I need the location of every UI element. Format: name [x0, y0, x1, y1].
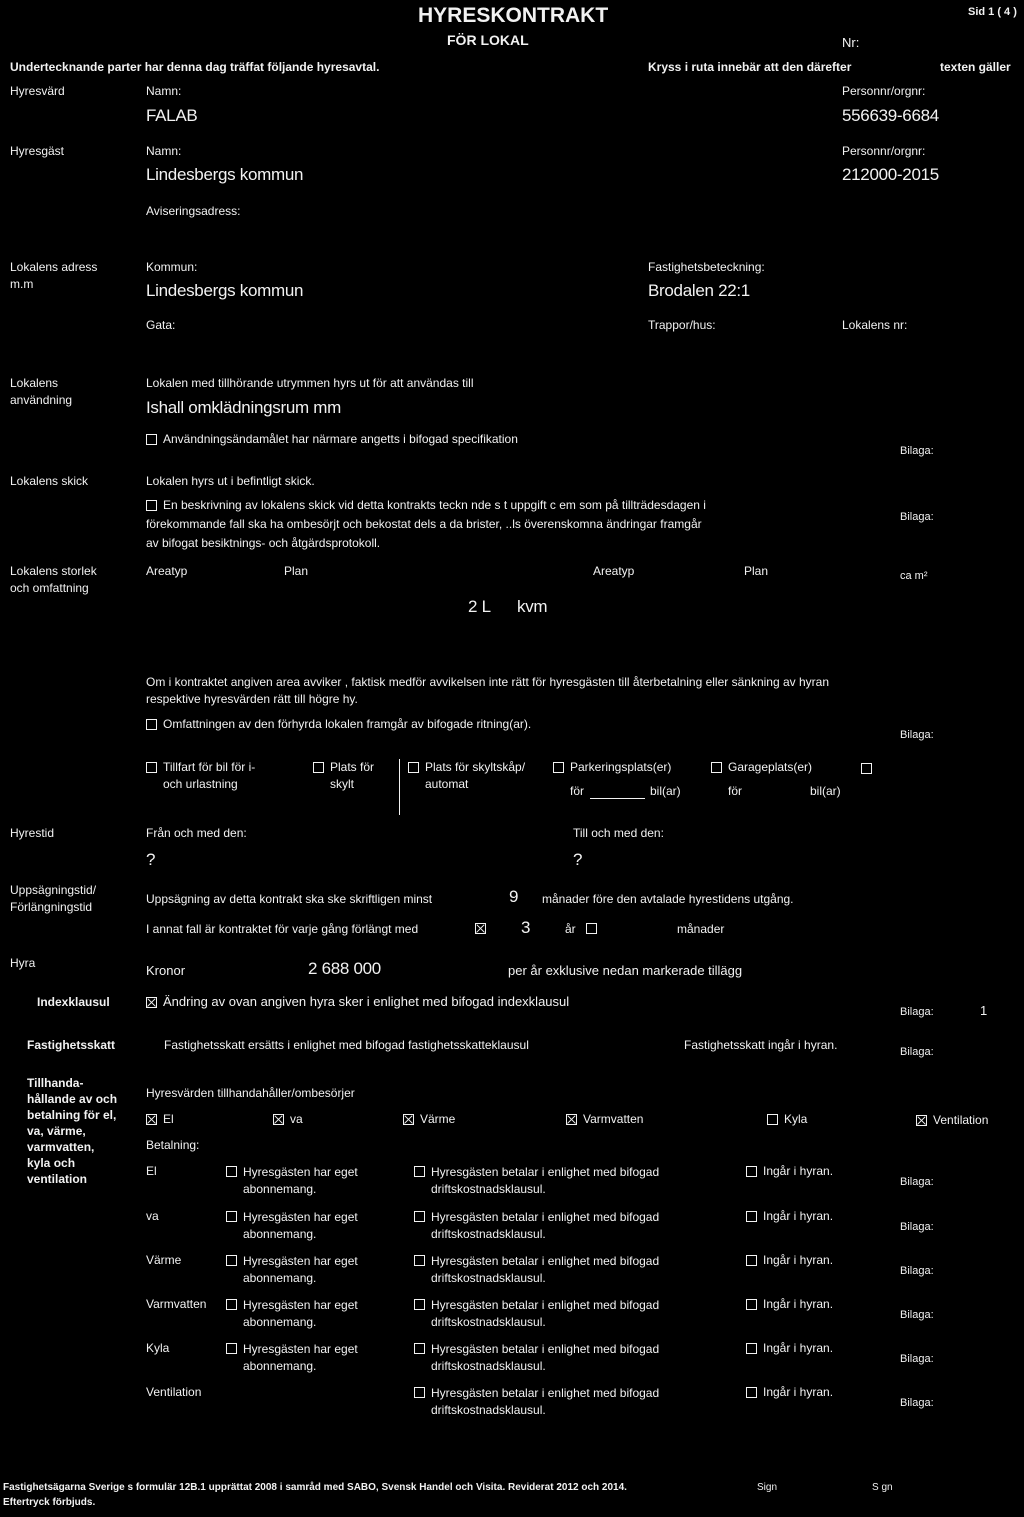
condition-desc-3: av bifogat besiktnings- och åtgärdsprotokoll.: [146, 536, 381, 550]
ventilation-pay-checkbox[interactable]: [414, 1387, 425, 1398]
provide-cooling-checkbox[interactable]: [767, 1114, 778, 1125]
plan-label-2: Plan: [744, 564, 769, 578]
heat-own-checkbox[interactable]: [226, 1255, 237, 1266]
other-checkbox[interactable]: [861, 763, 872, 774]
heat-own-text: [243, 1253, 358, 1287]
utilities-section-line: ventilation: [27, 1172, 88, 1186]
kommun-value: Lindesbergs kommun: [146, 281, 304, 300]
pay-line-2: driftskostnadsklausul.: [431, 1182, 546, 1196]
document-subtitle: FÖR LOKAL: [447, 32, 529, 48]
el-incl-checkbox[interactable]: [746, 1166, 757, 1177]
pay-line-1: Hyresgästen betalar i enlighet med bifogad: [431, 1298, 660, 1312]
document-title: HYRESKONTRAKT: [418, 4, 609, 27]
notice-text-2: månader före den avtalade hyrestidens utgång.: [542, 892, 794, 906]
va-incl-checkbox[interactable]: [746, 1211, 757, 1222]
extension-text: I annat fall är kontraktet för varje gång förlängt med: [146, 922, 419, 936]
rent-per-text: per år exklusive nedan markerade tillägg: [508, 963, 743, 978]
hotwater-incl-checkbox[interactable]: [746, 1299, 757, 1310]
tax-included-text: Fastighetsskatt ingår i hyran.: [684, 1038, 838, 1052]
extension-months-label: månader: [677, 922, 725, 936]
size-section-label: Lokalens storlek: [10, 564, 97, 578]
usage-text: Lokalen med tillhörande utrymmen hyrs ut för att användas till: [146, 376, 474, 390]
ventilation-bilaga-label: Bilaga:: [900, 1397, 934, 1409]
cooling-own-checkbox[interactable]: [226, 1343, 237, 1354]
pay-line-1: Hyresgästen betalar i enlighet med bifogad: [431, 1342, 660, 1356]
cabinet-checkbox[interactable]: [408, 762, 419, 773]
heat-pay-checkbox[interactable]: [414, 1255, 425, 1266]
premises-section-label: Lokalens adress: [10, 260, 98, 274]
payment-row-label: El: [146, 1164, 157, 1178]
pay-line-2: driftskostnadsklausul.: [431, 1227, 546, 1241]
utilities-section-line: va, värme,: [27, 1124, 86, 1138]
own-line-1: Hyresgästen har eget: [243, 1298, 358, 1312]
tax-section-label: Fastighetsskatt: [27, 1038, 116, 1052]
own-line-2: abonnemang.: [243, 1227, 317, 1241]
utilities-section-line: betalning för el,: [27, 1108, 117, 1122]
cooling-bilaga-label: Bilaga:: [900, 1353, 934, 1365]
utilities-section-line: Tillhanda-: [27, 1076, 84, 1090]
cross-note: Kryss i ruta innebär att den därefter: [648, 60, 852, 74]
provide-ventilation-label: Ventilation: [933, 1113, 989, 1127]
pay-line-1: Hyresgästen betalar i enlighet med bifogad: [431, 1210, 660, 1224]
el-incl-text: Ingår i hyran.: [763, 1164, 834, 1178]
size-section-label-2: och omfattning: [10, 581, 89, 595]
notice-section-label: Uppsägningstid/: [10, 883, 97, 897]
parking-for-label: för: [570, 784, 585, 798]
tax-text: Fastighetsskatt ersätts i enlighet med bifogad fastighetsskatteklausul: [164, 1038, 529, 1052]
el-own-checkbox[interactable]: [226, 1166, 237, 1177]
access-label-1: Tillfart för bil för i-: [163, 760, 256, 774]
provide-ventilation-checkbox[interactable]: [916, 1115, 927, 1126]
area-unit: kvm: [517, 597, 548, 616]
utilities-provider-text: Hyresvärden tillhandahåller/ombesörjer: [146, 1086, 355, 1100]
sign-place-checkbox[interactable]: [313, 762, 324, 773]
va-pay-checkbox[interactable]: [414, 1211, 425, 1222]
fastighet-label: Fastighetsbeteckning:: [648, 260, 765, 274]
condition-desc-2: förekommande fall ska ha ombesörjt och bekostat dels a da brister, ..ls överenskomna ändringar framgår: [146, 517, 702, 531]
payment-row-label: Varmvatten: [146, 1297, 207, 1311]
tenant-section-label: Hyresgäst: [10, 144, 65, 158]
notice-text: Uppsägning av detta kontrakt ska ske skriftligen minst: [146, 892, 433, 906]
heat-pay-text: [431, 1253, 659, 1287]
pay-line-2: driftskostnadsklausul.: [431, 1359, 546, 1373]
payment-row-label: Kyla: [146, 1341, 170, 1355]
usage-bilaga-label: Bilaga:: [900, 445, 934, 457]
hotwater-own-checkbox[interactable]: [226, 1299, 237, 1310]
footer-sign-2: S gn: [872, 1482, 893, 1493]
contract-nr-label: Nr:: [842, 35, 860, 50]
usage-spec-text: Användningsändamålet har närmare angetts i bifogad specifikation: [163, 432, 518, 446]
payment-row-label: Värme: [146, 1253, 182, 1267]
el-bilaga-label: Bilaga:: [900, 1176, 934, 1188]
own-line-2: abonnemang.: [243, 1359, 317, 1373]
pay-line-1: Hyresgästen betalar i enlighet med bifogad: [431, 1386, 660, 1400]
own-line-2: abonnemang.: [243, 1315, 317, 1329]
extension-years: 3: [521, 918, 531, 937]
footer-form-text: Fastighetsägarna Sverige s formulär 12B.1 upprättat 2008 i samråd med SABO, Svensk Handel och Visita. Reviderat 2012 och 2014.: [3, 1482, 627, 1493]
own-line-1: Hyresgästen har eget: [243, 1165, 358, 1179]
pay-line-2: driftskostnadsklausul.: [431, 1403, 546, 1417]
rent-kronor-label: Kronor: [146, 963, 186, 978]
trappor-label: Trappor/hus:: [648, 318, 716, 332]
index-bilaga-label: Bilaga:: [900, 1006, 934, 1018]
utilities-section-line: varmvatten,: [27, 1140, 95, 1154]
footer-sign-1: Sign: [757, 1482, 778, 1493]
ca-m2-label: ca m²: [900, 570, 928, 582]
rent-section-label: Hyra: [10, 956, 36, 970]
deviation-text-2: respektive hyresvärden rätt till högre hy.: [146, 692, 358, 706]
areatyp-label: Areatyp: [146, 564, 188, 578]
usage-spec-checkbox[interactable]: [146, 434, 157, 445]
extension-years-checkbox[interactable]: [475, 923, 486, 934]
condition-section-label: Lokalens skick: [10, 474, 89, 488]
access-checkbox[interactable]: [146, 762, 157, 773]
parking-cars-label: bil(ar): [650, 784, 681, 798]
index-section-label: Indexklausul: [37, 995, 110, 1009]
va-own-checkbox[interactable]: [226, 1211, 237, 1222]
sign-place-label-2: skylt: [330, 777, 354, 791]
provide-hotwater-checkbox[interactable]: [566, 1114, 577, 1125]
premises-section-label-2: m.m: [10, 277, 34, 291]
condition-desc-1: En beskrivning av lokalens skick vid detta kontrakts teckn nde s t uppgift c em som på tillträdesdagen i: [163, 498, 706, 512]
heat-incl-text: Ingår i hyran.: [763, 1253, 834, 1267]
ventilation-incl-checkbox[interactable]: [746, 1387, 757, 1398]
areatyp-label-2: Areatyp: [593, 564, 635, 578]
cooling-incl-checkbox[interactable]: [746, 1343, 757, 1354]
va-pay-text: [431, 1209, 659, 1243]
index-checkbox[interactable]: [146, 997, 157, 1008]
tenant-org: 212000-2015: [842, 165, 939, 184]
parking-label: Parkeringsplats(er): [570, 760, 672, 774]
pay-line-1: Hyresgästen betalar i enlighet med bifogad: [431, 1254, 660, 1268]
tenant-address-label: Aviseringsadress:: [146, 204, 241, 218]
tenant-org-label: Personnr/orgnr:: [842, 144, 926, 158]
pay-line-1: Hyresgästen betalar i enlighet med bifogad: [431, 1165, 660, 1179]
access-label-2: och urlastning: [163, 777, 238, 791]
condition-text: Lokalen hyrs ut i befintligt skick.: [146, 474, 315, 488]
provide-cooling-label: Kyla: [784, 1112, 808, 1126]
el-pay-text: [431, 1164, 659, 1198]
utilities-section-label: [27, 1075, 117, 1187]
provide-el-label: El: [163, 1112, 174, 1126]
drawing-checkbox[interactable]: [146, 719, 157, 730]
fastighet-value: Brodalen 22:1: [648, 281, 750, 300]
provide-heat-checkbox[interactable]: [403, 1114, 414, 1125]
tenant-name: Lindesbergs kommun: [146, 165, 304, 184]
ventilation-incl-text: Ingår i hyran.: [763, 1385, 834, 1399]
notice-months: 9: [509, 887, 519, 906]
lokal-nr-label: Lokalens nr:: [842, 318, 908, 332]
cabinet-label-1: Plats för skyltskåp/: [425, 760, 526, 774]
index-bilaga-value: 1: [980, 1003, 988, 1018]
payment-label: Betalning:: [146, 1138, 200, 1152]
page-number: Sid 1 ( 4 ): [968, 6, 1017, 18]
extension-months-checkbox[interactable]: [586, 923, 597, 934]
condition-checkbox[interactable]: [146, 500, 157, 511]
cooling-own-text: [243, 1341, 358, 1375]
pay-line-2: driftskostnadsklausul.: [431, 1271, 546, 1285]
cooling-pay-text: [431, 1341, 659, 1375]
own-line-2: abonnemang.: [243, 1271, 317, 1285]
kommun-label: Kommun:: [146, 260, 198, 274]
tenant-name-label: Namn:: [146, 144, 182, 158]
gata-label: Gata:: [146, 318, 176, 332]
rent-amount: 2 688 000: [308, 959, 381, 978]
sign-place-label-1: Plats för: [330, 760, 375, 774]
landlord-name: FALAB: [146, 106, 198, 125]
provide-va-checkbox[interactable]: [273, 1114, 284, 1125]
payment-row-label: Ventilation: [146, 1385, 202, 1399]
landlord-name-label: Namn:: [146, 84, 182, 98]
intro-text: Undertecknande parter har denna dag träffat följande hyresavtal.: [10, 60, 380, 74]
provide-el-checkbox[interactable]: [146, 1114, 157, 1125]
deviation-text-1: Om i kontraktet angiven area avviker , faktisk medför avvikelsen inte rätt för hyresgästen till återbetalning eller sänkning av hyran: [146, 675, 829, 689]
drawing-bilaga-label: Bilaga:: [900, 729, 934, 741]
cooling-incl-text: Ingår i hyran.: [763, 1341, 834, 1355]
landlord-org: 556639-6684: [842, 106, 939, 125]
payment-row-label: va: [146, 1209, 159, 1223]
va-incl-text: Ingår i hyran.: [763, 1209, 834, 1223]
landlord-section-label: Hyresvärd: [10, 84, 65, 98]
va-own-text: [243, 1209, 358, 1243]
cooling-pay-checkbox[interactable]: [414, 1343, 425, 1354]
hotwater-pay-text: [431, 1297, 659, 1331]
garage-checkbox[interactable]: [711, 762, 722, 773]
hotwater-own-text: [243, 1297, 358, 1331]
condition-bilaga-label: Bilaga:: [900, 511, 934, 523]
utilities-section-line: kyla och: [27, 1156, 76, 1170]
cabinet-label-2: automat: [425, 777, 469, 791]
cross-note-2: texten gäller: [940, 60, 1011, 74]
provide-va-label: va: [290, 1112, 303, 1126]
usage-section-label: Lokalens: [10, 376, 59, 390]
term-from-value: ?: [146, 850, 156, 869]
drawing-text: Omfattningen av den förhyrda lokalen framgår av bifogade ritning(ar).: [163, 717, 532, 731]
el-pay-checkbox[interactable]: [414, 1166, 425, 1177]
provide-hotwater-label: Varmvatten: [583, 1112, 644, 1126]
tax-bilaga-label: Bilaga:: [900, 1046, 934, 1058]
va-bilaga-label: Bilaga:: [900, 1221, 934, 1233]
pay-line-2: driftskostnadsklausul.: [431, 1315, 546, 1329]
footer-copyright: Eftertryck förbjuds.: [3, 1497, 96, 1508]
hotwater-bilaga-label: Bilaga:: [900, 1309, 934, 1321]
term-section-label: Hyrestid: [10, 826, 55, 840]
term-to-value: ?: [573, 850, 583, 869]
landlord-org-label: Personnr/orgnr:: [842, 84, 926, 98]
hotwater-incl-text: Ingår i hyran.: [763, 1297, 834, 1311]
area-value: 2 L: [468, 597, 491, 616]
usage-value: Ishall omklädningsrum mm: [146, 398, 341, 417]
el-own-text: [243, 1164, 358, 1198]
term-from-label: Från och med den:: [146, 826, 247, 840]
extension-years-label: år: [565, 922, 576, 936]
index-text: Ändring av ovan angiven hyra sker i enlighet med bifogad indexklausul: [163, 994, 570, 1009]
garage-for-label: för: [728, 784, 743, 798]
provide-heat-label: Värme: [420, 1112, 456, 1126]
divider-line: [399, 759, 400, 815]
heat-incl-checkbox[interactable]: [746, 1255, 757, 1266]
utilities-section-line: hållande av och: [27, 1092, 118, 1106]
heat-bilaga-label: Bilaga:: [900, 1265, 934, 1277]
garage-cars-label: bil(ar): [810, 784, 841, 798]
own-line-1: Hyresgästen har eget: [243, 1254, 358, 1268]
garage-label: Garageplats(er): [728, 760, 813, 774]
notice-section-label-2: Förlängningstid: [10, 900, 93, 914]
usage-section-label-2: användning: [10, 393, 73, 407]
own-line-2: abonnemang.: [243, 1182, 317, 1196]
own-line-1: Hyresgästen har eget: [243, 1342, 358, 1356]
hotwater-pay-checkbox[interactable]: [414, 1299, 425, 1310]
ventilation-pay-text: [431, 1385, 659, 1419]
parking-checkbox[interactable]: [553, 762, 564, 773]
term-to-label: Till och med den:: [573, 826, 664, 840]
plan-label: Plan: [284, 564, 309, 578]
own-line-1: Hyresgästen har eget: [243, 1210, 358, 1224]
parking-count-line: [590, 798, 645, 799]
